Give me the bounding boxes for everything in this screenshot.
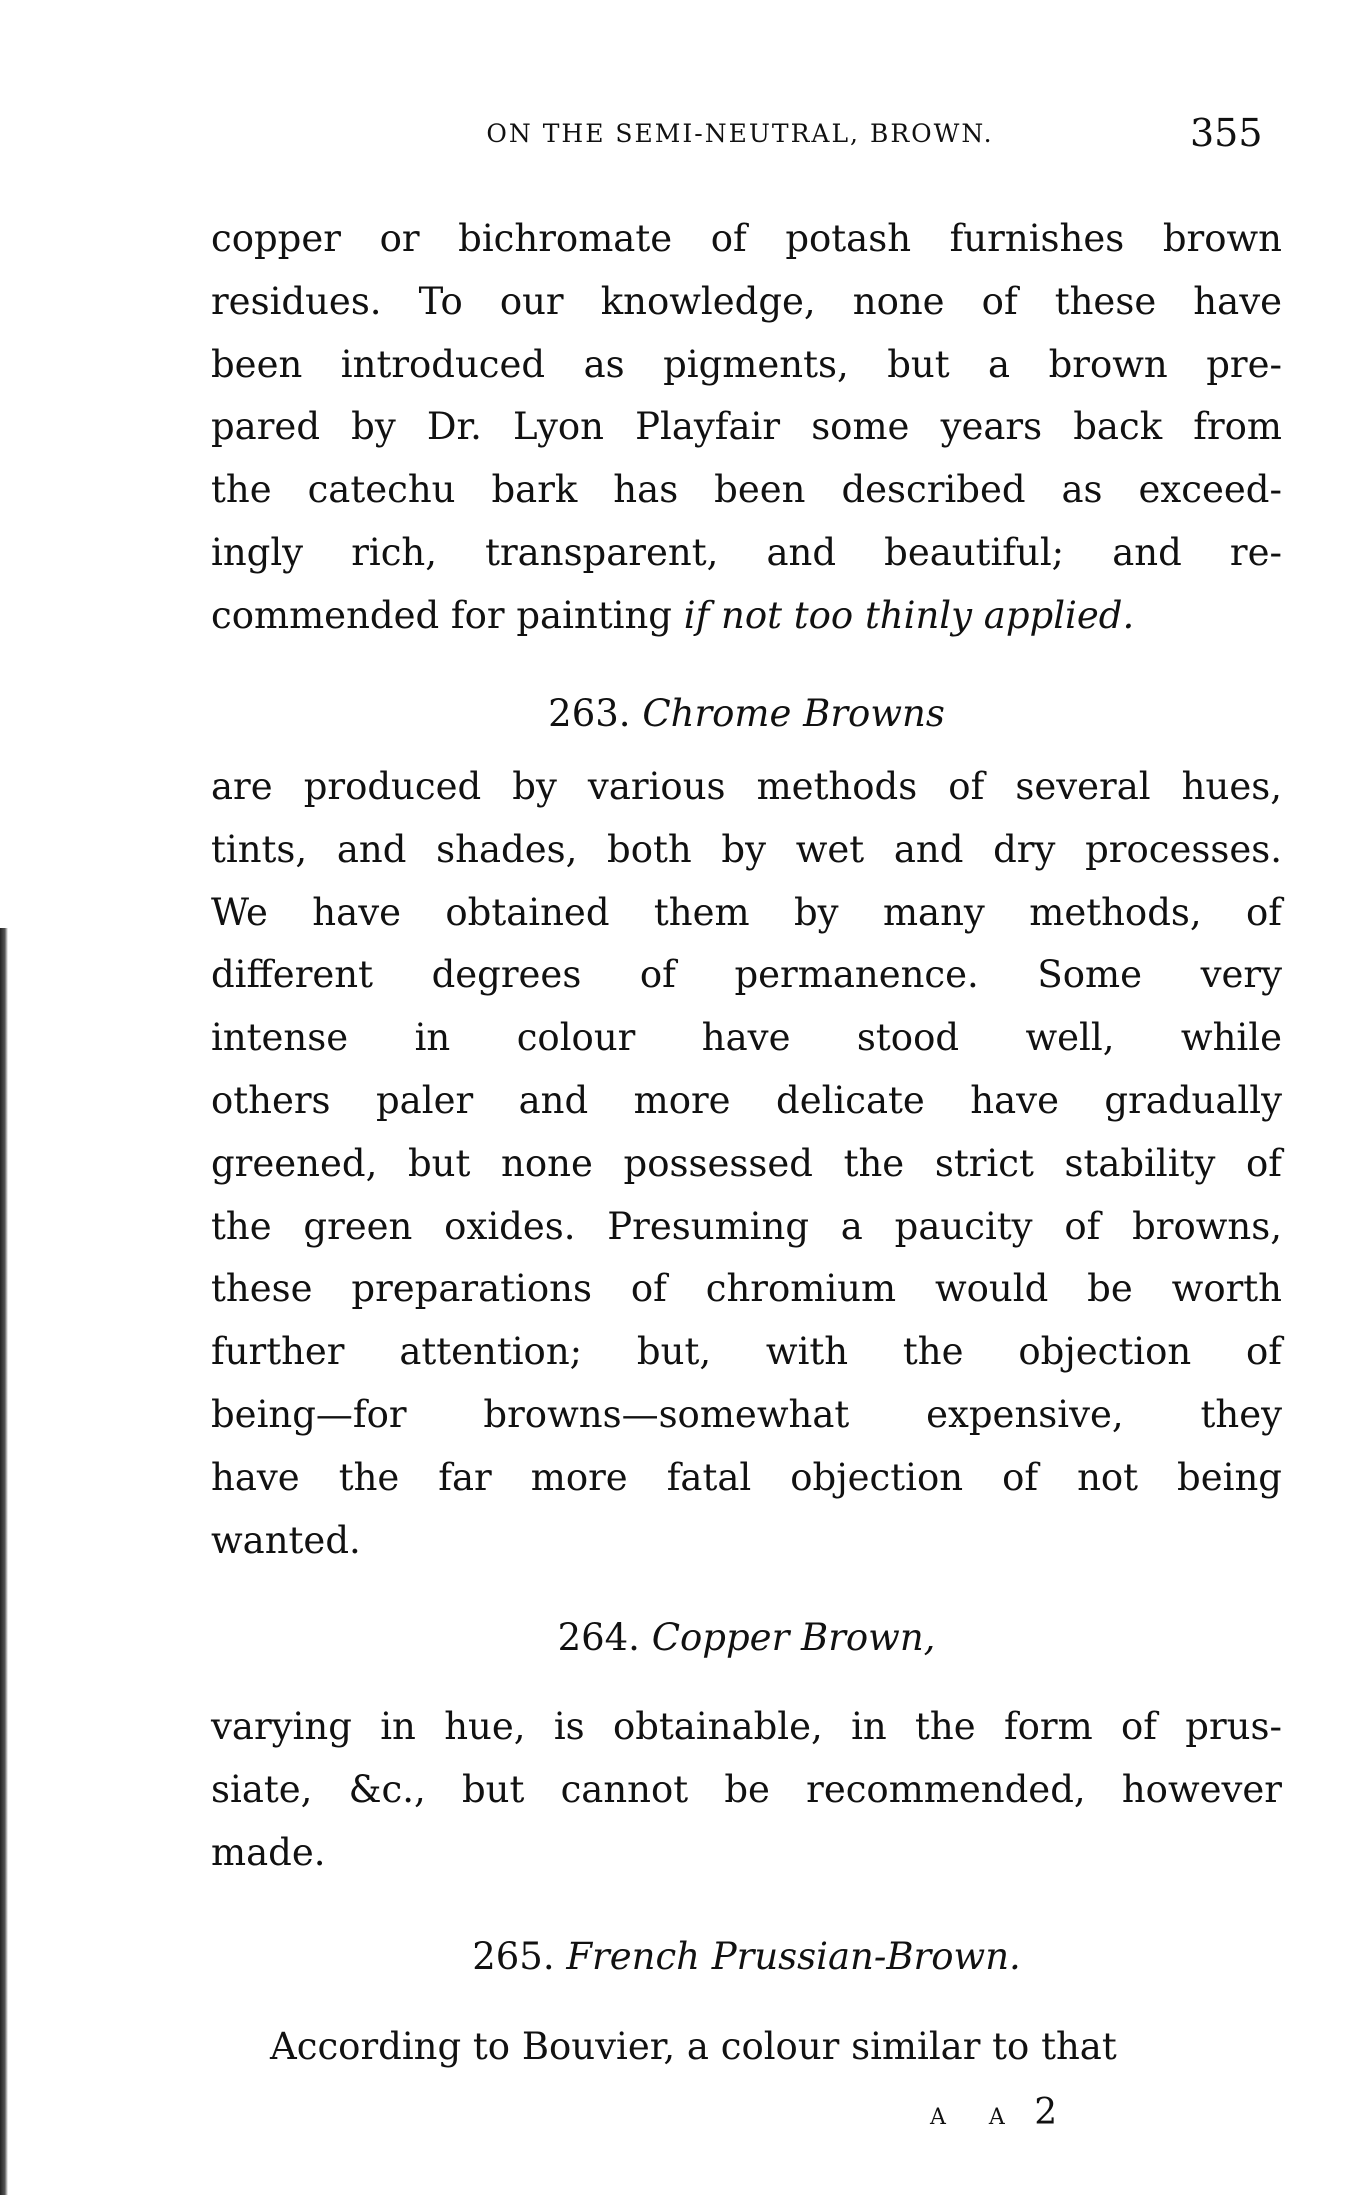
text-line: further attention; but, with the objection of [211, 1330, 1282, 1374]
section-heading-264 [211, 1608, 1282, 1668]
paragraph-4 [270, 2016, 1282, 2079]
section-heading-263 [211, 684, 1282, 744]
text-line: the green oxides. Presuming a paucity of browns, [211, 1204, 1282, 1248]
section-title: Copper Brown, [651, 1616, 936, 1659]
text-line: residues. To our knowledge, none of these have [211, 279, 1282, 323]
text-line: varying in hue, is obtainable, in the form of prus- [211, 1705, 1282, 1748]
text-line: are produced by various methods of several hues, [211, 765, 1282, 808]
section-number: 264. [557, 1616, 640, 1659]
text-line: ingly rich, transparent, and beautiful; and re- [211, 530, 1282, 574]
text-line: the catechu bark has been described as exceed- [211, 468, 1282, 512]
text-line: intense in colour have stood well, while [211, 1016, 1282, 1060]
text-line: being—for browns—somewhat expensive, they [211, 1392, 1282, 1436]
text-line: wanted. [211, 1518, 361, 1562]
text-line: tints, and shades, both by wet and dry processes. [211, 827, 1282, 871]
text-line: made. [211, 1830, 326, 1874]
text-line: siate, &c., but cannot be recommended, however [211, 1767, 1282, 1811]
text-line: copper or bichromate of potash furnishes brown [211, 217, 1282, 260]
section-title: French Prussian-Brown. [566, 1935, 1021, 1978]
text-line: been introduced as pigments, but a brown pre- [211, 342, 1282, 386]
italic-text-segment: if not too thinly applied. [683, 593, 1135, 637]
signature-mark [930, 2085, 1057, 2146]
text-line: others paler and more delicate have gradually [211, 1078, 1282, 1122]
text-line: these preparations of chromium would be worth [211, 1267, 1282, 1311]
scan-edge-shadow [0, 928, 8, 2195]
paragraph-1 [211, 208, 1282, 648]
section-number: 265. [472, 1935, 555, 1978]
signature-letters: A A [930, 2105, 1023, 2130]
section-heading-265 [211, 1927, 1282, 1987]
page-number: 355 [1190, 111, 1263, 155]
text-line: greened, but none possessed the strict stability of [211, 1141, 1282, 1185]
section-title: Chrome Browns [642, 692, 945, 735]
text-line [211, 585, 1282, 648]
signature-number: 2 [1034, 2092, 1058, 2133]
text-line: different degrees of permanence. Some very [211, 953, 1282, 997]
text-line: have the far more fatal objection of not being [211, 1455, 1282, 1499]
text-line: pared by Dr. Lyon Playfair some years back from [211, 405, 1282, 449]
paragraph-3 [211, 1696, 1282, 1884]
paragraph-2 [211, 756, 1282, 1572]
text-line: According to Bouvier, a colour similar to that [270, 2025, 1117, 2068]
running-head: ON THE SEMI-NEUTRAL, BROWN. [486, 119, 994, 148]
text-segment: commended for painting [211, 593, 684, 637]
text-line: We have obtained them by many methods, of [211, 890, 1282, 934]
section-number: 263. [548, 692, 631, 735]
